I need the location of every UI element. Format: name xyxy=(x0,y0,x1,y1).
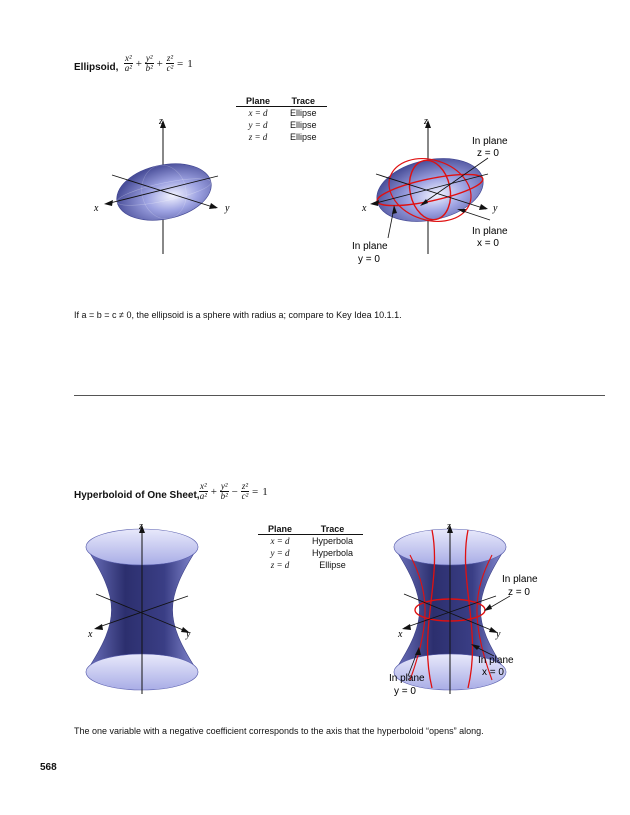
annotation-x-plane-2: x = 0 xyxy=(482,667,504,678)
annotation-z-plane-2: z = 0 xyxy=(508,587,530,598)
annotation-x-plane-1: In plane xyxy=(472,226,508,237)
ellipsoid-surface xyxy=(111,156,216,229)
svg-text:x: x xyxy=(88,629,93,640)
hyperboloid-trace-table: Plane Trace x = d Hyperbola y = d Hyperbola z = d Ellipse xyxy=(258,524,363,571)
x-arrow-icon xyxy=(94,624,103,630)
hyperboloid-traces-figure xyxy=(388,520,548,700)
annotation-y-plane-2: y = 0 xyxy=(358,254,380,265)
svg-text:y: y xyxy=(493,203,498,214)
page-number: 568 xyxy=(40,762,57,773)
hyperboloid-heading: Hyperboloid of One Sheet, xyxy=(74,490,200,501)
svg-text:z: z xyxy=(424,116,428,127)
annotation-y-plane-2: y = 0 xyxy=(394,686,416,697)
hyperboloid-equation: $\frac{\text{x²}}{\text{a²}}$ + $\frac{\text{y²}}{\text{b²}}$ − $\frac{\text{z²}}{\text{c²}}$ = 1 xyxy=(199,481,268,501)
svg-text:z: z xyxy=(139,521,143,532)
ellipsoid-figure xyxy=(88,112,248,262)
annotation-x-plane-2: x = 0 xyxy=(477,238,499,249)
annotation-x-plane-1: In plane xyxy=(478,655,514,666)
hyperboloid-figure xyxy=(80,520,220,700)
z-label: z xyxy=(159,116,163,127)
annotation-z-plane-1: In plane xyxy=(502,574,538,585)
ellipsoid-heading: Ellipsoid, xyxy=(74,62,119,73)
ellipsoid-equation: $\frac{\text{x²}}{\text{a²}}$ + $\frac{\text{y²}}{\text{b²}}$ + $\frac{\text{z²}}{\text{c²}}$ = 1 xyxy=(124,53,193,73)
annotation-z-plane-1: In plane xyxy=(472,136,508,147)
annotation-y-plane-1: In plane xyxy=(352,241,388,252)
table-row: y = d Hyperbola xyxy=(270,548,354,558)
ellipsoid-trace-table: Plane Trace x = d Ellipse y = d Ellipse z = d Ellipse xyxy=(236,96,327,143)
svg-text:x: x xyxy=(398,629,403,640)
table-row: z = d Ellipse xyxy=(248,132,317,142)
annotation-z-plane-2: z = 0 xyxy=(477,148,499,159)
svg-text:y: y xyxy=(496,629,501,640)
annotation-y-plane-1: In plane xyxy=(389,673,425,684)
svg-text:x: x xyxy=(362,203,367,214)
y-label: y xyxy=(225,203,230,214)
x-label: x xyxy=(94,203,99,214)
svg-text:z: z xyxy=(447,521,451,532)
hyperboloid-note: The one variable with a negative coefficient corresponds to the axis that the hyperboloid “opens” along. xyxy=(74,726,484,736)
section-divider xyxy=(74,395,605,396)
ellipsoid-traces-figure xyxy=(350,112,520,272)
svg-text:y: y xyxy=(186,629,191,640)
ellipsoid-note: If a = b = c ≠ 0, the ellipsoid is a sphere with radius a; compare to Key Idea 10.1.1. xyxy=(74,310,402,320)
table-row: x = d Ellipse xyxy=(248,108,317,118)
table-row: y = d Ellipse xyxy=(248,120,317,130)
y-arrow-icon xyxy=(209,203,218,209)
x-arrow-icon xyxy=(104,200,113,206)
table-row: x = d Hyperbola xyxy=(270,536,354,546)
table-row: z = d Ellipse xyxy=(270,560,346,570)
